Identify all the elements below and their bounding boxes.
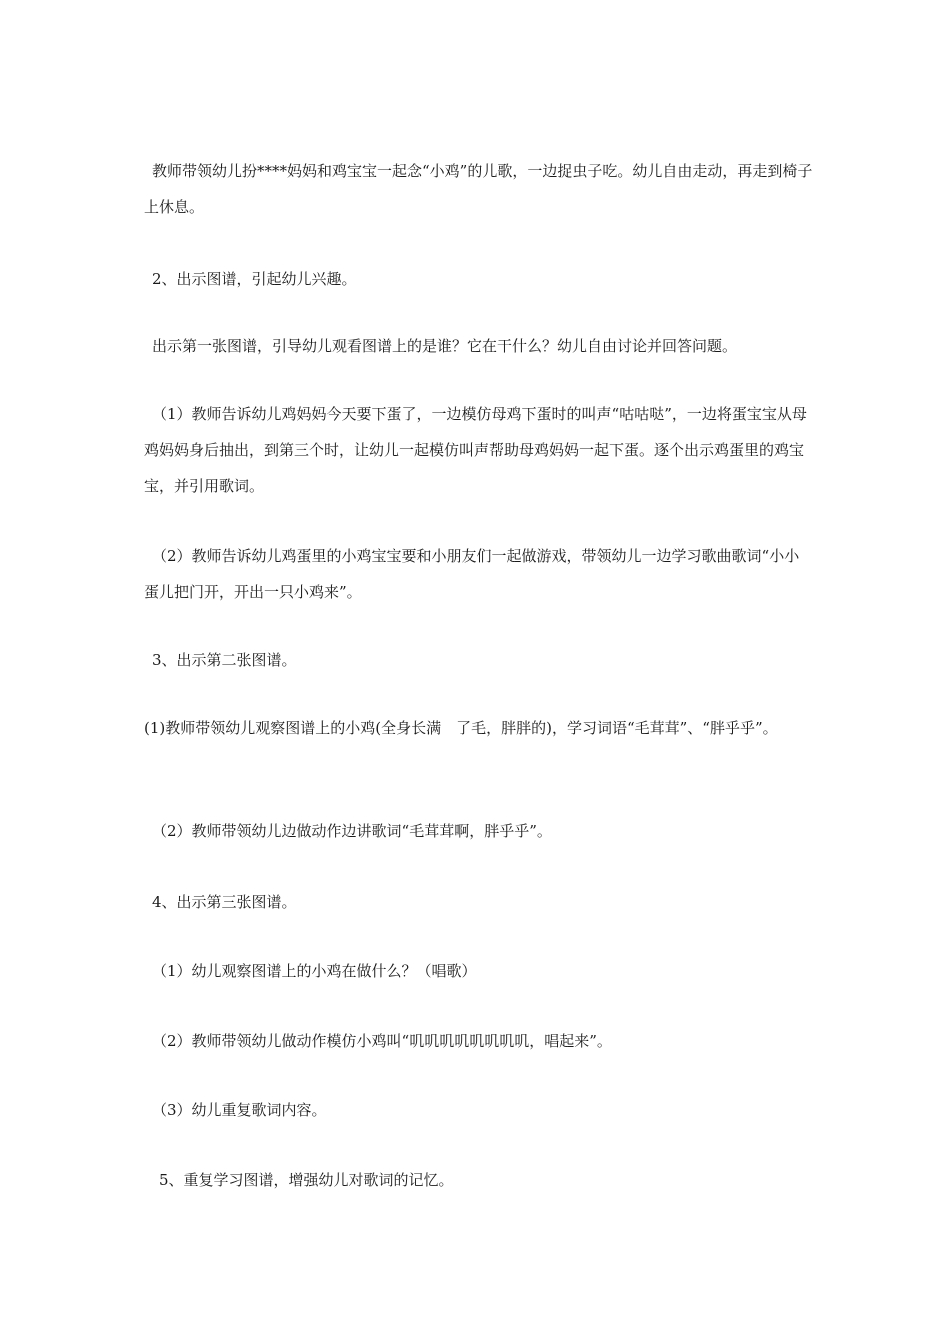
paragraph-step-4-item-2: （2）教师带领幼儿做动作模仿小鸡叫“叽叽叽叽叽叽叽叽，唱起来”。 <box>152 1032 612 1050</box>
paragraph-step-3-item-2: （2）教师带领幼儿边做动作边讲歌词“毛茸茸啊，胖乎乎”。 <box>152 822 552 840</box>
paragraph-intro-activity: 教师带领幼儿扮****妈妈和鸡宝宝一起念“小鸡”的儿歌，一边捉虫子吃。幼儿自由走动，再走到椅子上休息。 <box>144 162 813 216</box>
paragraph-step-3-heading: 3、出示第二张图谱。 <box>152 651 297 669</box>
paragraph-step-4-item-3: （3）幼儿重复歌词内容。 <box>152 1101 327 1119</box>
paragraph-step-2-first-chart: 出示第一张图谱，引导幼儿观看图谱上的是谁？它在干什么？幼儿自由讨论并回答问题。 <box>152 337 738 355</box>
paragraph-step-3-item-1: (1)教师带领幼儿观察图谱上的小鸡(全身长满 了毛，胖胖的)，学习词语“毛茸茸”、“胖乎乎”。 <box>144 719 778 737</box>
paragraph-step-4-item-1: （1）幼儿观察图谱上的小鸡在做什么？（唱歌） <box>152 962 477 980</box>
paragraph-step-4-heading: 4、出示第三张图谱。 <box>152 893 297 911</box>
paragraph-step-2-heading: 2、出示图谱，引起幼儿兴趣。 <box>152 270 357 288</box>
paragraph-step-5-heading: 5、重复学习图谱，增强幼儿对歌词的记忆。 <box>159 1171 454 1189</box>
paragraph-step-2-item-1: （1）教师告诉幼儿鸡妈妈今天要下蛋了，一边模仿母鸡下蛋时的叫声“咕咕哒”，一边将蛋宝宝从母鸡妈妈身后抽出，到第三个时，让幼儿一起模仿叫声帮助母鸡妈妈一起下蛋。逐个出示鸡蛋里的鸡宝宝，并引用歌词。 <box>144 405 807 495</box>
paragraph-step-2-item-2: （2）教师告诉幼儿鸡蛋里的小鸡宝宝要和小朋友们一起做游戏，带领幼儿一边学习歌曲歌词“小小蛋儿把门开，开出一只小鸡来”。 <box>144 547 800 601</box>
